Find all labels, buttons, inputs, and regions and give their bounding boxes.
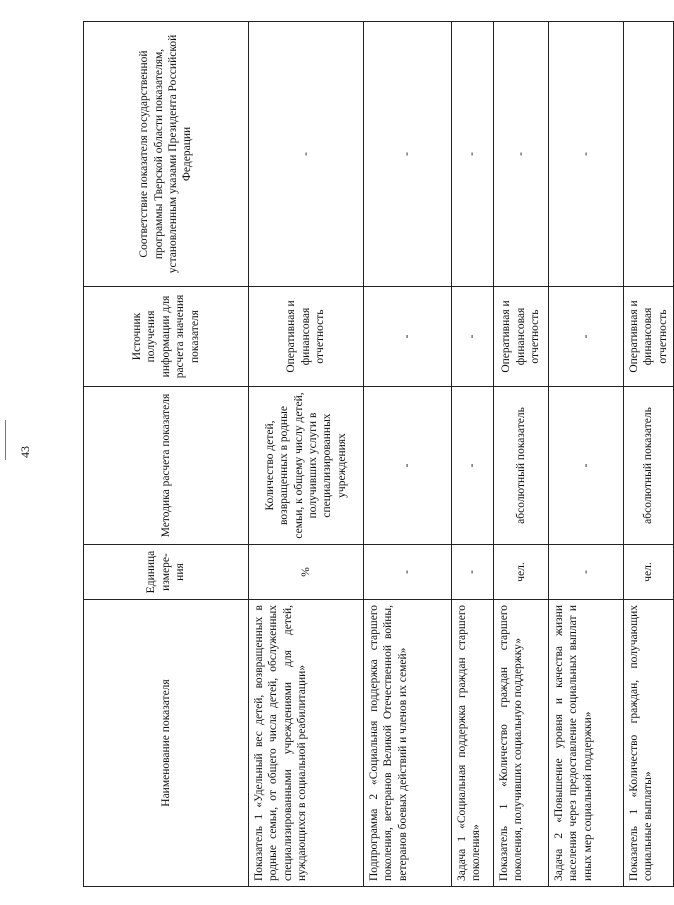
- cell-unit: -: [364, 545, 452, 600]
- rotated-table-container: [83, 22, 669, 887]
- cell-name: Задача 1 «Социальная поддержка граждан старшего поколения»: [452, 600, 494, 887]
- table-row: [364, 22, 452, 887]
- cell-compliance: -: [549, 22, 624, 287]
- cell-method: абсолютный показатель: [624, 387, 674, 545]
- cell-method: -: [364, 387, 452, 545]
- table-row: [249, 22, 364, 887]
- header-cell-compliance: Соответствие показателя государственной программы Тверской области показателям, установленным указами Президента Российской Федерации: [84, 22, 249, 287]
- cell-source: Оперативная и финансовая отчетность: [494, 287, 549, 387]
- cell-name: Показатель 1 «Количество граждан старшего поколения, получивших социальную поддержку»: [494, 600, 549, 887]
- cell-source: -: [452, 287, 494, 387]
- cell-source: Оперативная и финансовая отчетность: [624, 287, 674, 387]
- cell-name: Подпрограмма 2 «Социальная поддержка старшего поколения, ветеранов Великой Отечественной войны, ветеранов боевых действий и членов их семей»: [364, 600, 452, 887]
- cell-unit: -: [549, 545, 624, 600]
- cell-method: абсолютный показатель: [494, 387, 549, 545]
- cell-unit: %: [249, 545, 364, 600]
- header-row: [84, 22, 249, 887]
- table-row: [452, 22, 494, 887]
- cell-name: Показатель 1 «Количество граждан, получающих социальные выплаты»: [624, 600, 674, 887]
- cell-compliance: -: [364, 22, 452, 287]
- header-cell-method: Методика расчета показателя: [84, 387, 249, 545]
- cell-method: -: [452, 387, 494, 545]
- table-row: [549, 22, 624, 887]
- cell-unit: чел.: [494, 545, 549, 600]
- cell-method: Количество детей, возвращенных в родные семьи, к общему числу детей, получивших услуги в специализированных учреждениях: [249, 387, 364, 545]
- table-row: [494, 22, 549, 887]
- cell-compliance: -: [452, 22, 494, 287]
- scan-mark: [5, 420, 6, 460]
- header-cell-source: Источник получения информации для расчета значения показателя: [84, 287, 249, 387]
- page-number: 43: [18, 446, 32, 458]
- cell-unit: чел.: [624, 545, 674, 600]
- cell-compliance: [624, 22, 674, 287]
- cell-method: -: [549, 387, 624, 545]
- header-cell-name: Наименование показателя: [84, 600, 249, 887]
- header-cell-unit: Единица измере-ния: [84, 545, 249, 600]
- cell-name: Показатель 1 «Удельный вес детей, возвращенных в родные семьи, от общего числа детей, обслуженных специализированными учреждениями для детей, нуждающихся в социальной реабилитации»: [249, 600, 364, 887]
- table-row: [624, 22, 674, 887]
- indicators-table: [83, 21, 674, 887]
- cell-source: Оперативная и финансовая отчетность: [249, 287, 364, 387]
- cell-compliance: -: [494, 22, 549, 287]
- cell-unit: -: [452, 545, 494, 600]
- cell-name: Задача 2 «Повышение уровня и качества жизни населения через предоставление социальных выплат и иных мер социальной поддержки»: [549, 600, 624, 887]
- cell-compliance: -: [249, 22, 364, 287]
- cell-source: -: [549, 287, 624, 387]
- cell-source: -: [364, 287, 452, 387]
